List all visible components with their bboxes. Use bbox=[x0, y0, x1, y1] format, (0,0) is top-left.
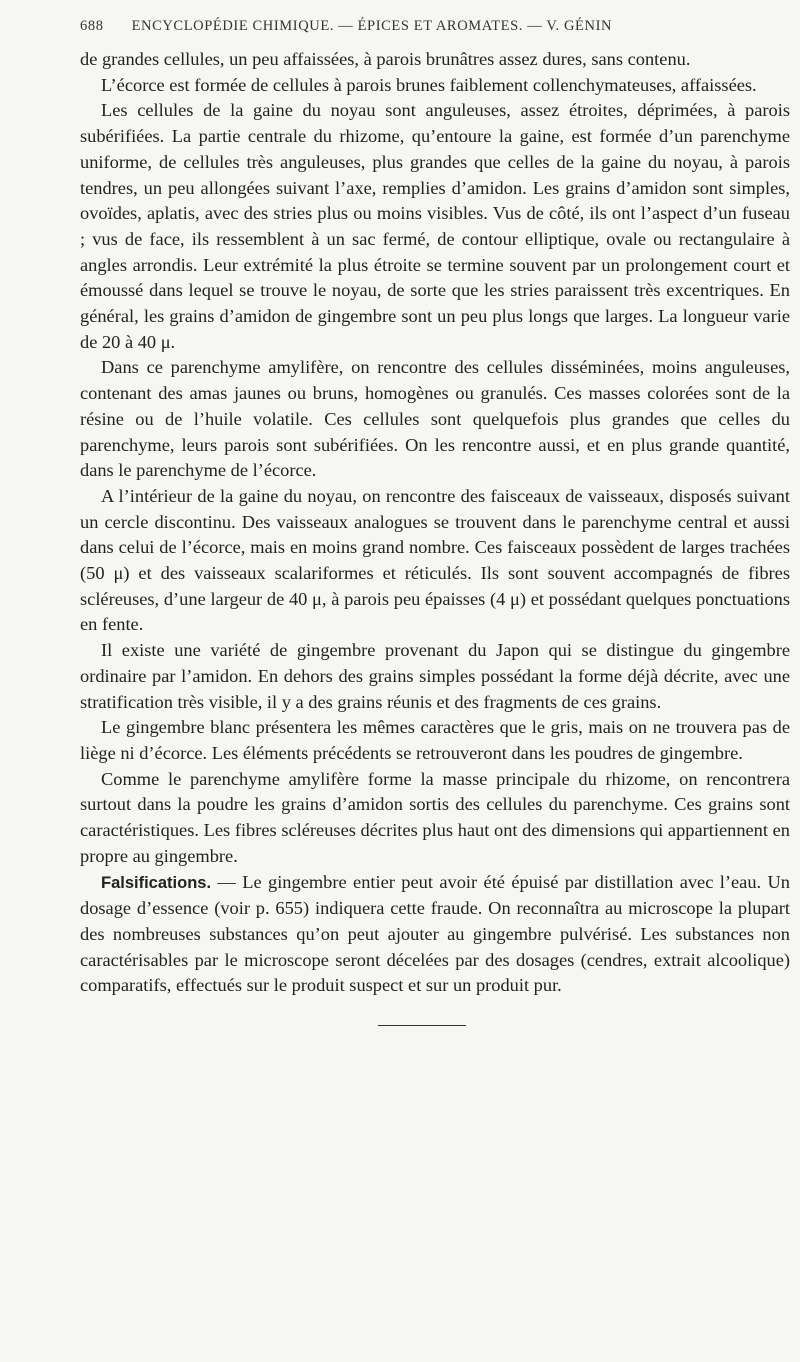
section-heading: Falsifications. bbox=[101, 873, 212, 892]
paragraph: de grandes cellules, un peu affaissées, à parois brunâtres assez dures, sans contenu. bbox=[80, 49, 691, 69]
paragraph: Comme le parenchyme amylifère forme la masse principale du rhizome, on rencontrera surtout dans la poudre les grains d’amidon sortis des cellules du parenchyme. Ces grains sont caractéristiques. Les fibres scléreuses décrites plus haut ont des dimensions qui appartiennent en propre au gingembre. bbox=[80, 768, 790, 866]
closing-rule bbox=[378, 1025, 466, 1026]
body-text bbox=[80, 47, 790, 999]
running-title: ENCYCLOPÉDIE CHIMIQUE. — ÉPICES ET AROMATES. — V. GÉNIN bbox=[131, 18, 613, 34]
falsifications-paragraph bbox=[80, 870, 790, 1000]
page-number: 688 bbox=[80, 18, 104, 34]
paragraph: Le gingembre blanc présentera les mêmes caractères que le gris, mais on ne trouvera pas de liège ni d’écorce. Les éléments précédents se retrouveront dans les poudres de gingembre. bbox=[80, 717, 790, 763]
paragraph: L’écorce est formée de cellules à parois brunes faiblement collenchymateuses, affaissées. bbox=[101, 74, 757, 95]
falsifications-text: — Le gingembre entier peut avoir été épuisé par distillation avec l’eau. Un dosage d’essence (voir p. 655) indiquera cette fraude. On reconnaîtra au microscope la plupart des nombreuses substances qu’on peut ajouter au gingembre pulvérisé. Les substances non caractérisables par le microscope seront décelées par des dosages (cendres, extrait alcoolique) comparatifs, effectués sur le produit suspect et sur un produit pur. bbox=[80, 871, 790, 996]
page-header bbox=[80, 18, 790, 35]
paragraph: Dans ce parenchyme amylifère, on rencontre des cellules disséminées, moins anguleuses, contenant des amas jaunes ou bruns, homogènes ou granulés. Ces masses colorées sont de la résine ou de l’huile volatile. Ces cellules sont quelquefois plus grandes que celles du parenchyme, leurs parois sont subérifiées. On les rencontre aussi, et en plus grande quantité, dans le parenchyme de l’écorce. bbox=[80, 357, 790, 481]
paragraph: Les cellules de la gaine du noyau sont anguleuses, assez étroites, déprimées, à parois subérifiées. La partie centrale du rhizome, qu’entoure la gaine, est formée d’un parenchyme uniforme, de cellules très anguleuses, plus grandes que celles de la gaine du noyau, à parois tendres, un peu allongées suivant l’axe, remplies d’amidon. Les grains d’amidon sont simples, ovoïdes, aplatis, avec des stries plus ou moins visibles. Vus de côté, ils ont l’aspect d’un fuseau ; vus de face, ils ressemblent à un sac fermé, de contour elliptique, ovale ou rectangulaire à angles arrondis. Leur extrémité la plus étroite se termine souvent par un prolongement court et émoussé dans lequel se trouve le noyau, de sorte que les stries paraissent très excentriques. En général, les grains d’amidon de gingembre sont un peu plus longs que larges. La longueur varie de 20 à 40 μ. bbox=[80, 100, 790, 352]
paragraph: A l’intérieur de la gaine du noyau, on rencontre des faisceaux de vaisseaux, disposés suivant un cercle discontinu. Des vaisseaux analogues se trouvent dans le parenchyme central et aussi dans celui de l’écorce, mais en moins grand nombre. Ces faisceaux possèdent de larges trachées (50 μ) et des vaisseaux scalariformes et réticulés. Ils sont souvent accompagnés de fibres scléreuses, d’une largeur de 40 μ, à parois peu épaisses (4 μ) et possédant quelques ponctuations en fente. bbox=[80, 485, 790, 635]
paragraph: Il existe une variété de gingembre provenant du Japon qui se distingue du gingembre ordinaire par l’amidon. En dehors des grains simples possédant la forme déjà décrite, avec une stratification très visible, il y a des grains réunis et des fragments de ces grains. bbox=[80, 640, 790, 712]
